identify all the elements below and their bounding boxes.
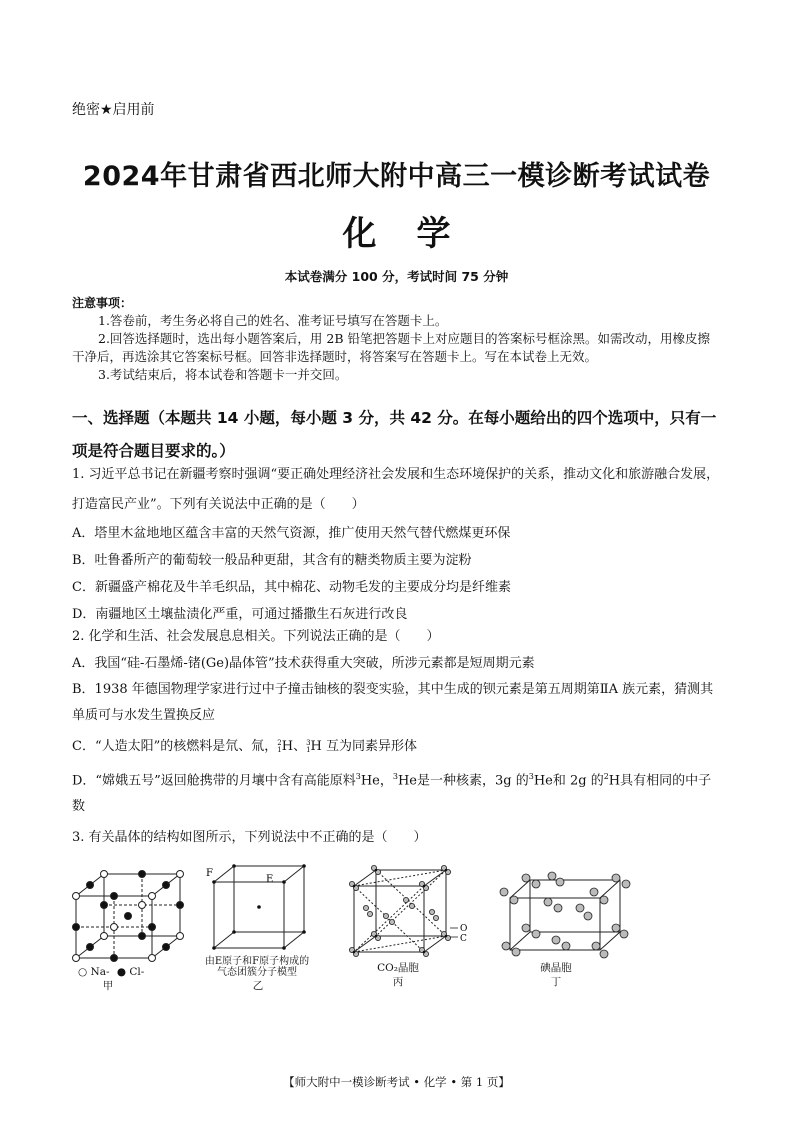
question-2-stem: 2. 化学和生活、社会发展息息相关。下列说法正确的是（ ） [72, 629, 440, 644]
note-item-3: 3.考试结束后，将本试卷和答题卡一并交回。 [98, 367, 348, 382]
note-item-2: 2.回答选择题时，选出每小题答案后，用 2B 铅笔把答题卡上对应题目的答案标号框涂黑。如需改动，用橡皮擦干净后，再选涂其它答案标号框。回答非选择题时，将答案写在答题卡上。写在本试卷上无效。 [72, 331, 711, 364]
option-d-prefix: D．“嫦娥五号”返回舱携带的月壤中含有高能原料 [72, 773, 356, 789]
option-d-text: 是一种核素，3g 的 [416, 773, 529, 789]
figure-label-yi: 乙 [252, 980, 264, 992]
nuclide-symbol: He [360, 773, 380, 789]
option-c-prefix: C．“人造太阳”的核燃料是氘、氚， [72, 739, 278, 754]
option-d-text: ， [379, 773, 393, 789]
page-footer: 【师大附中一模诊断考试 • 化学 • 第 1 页】 [283, 1075, 510, 1089]
iodine-caption: 碘晶胞 [540, 962, 572, 974]
subject-title: 化学 [342, 214, 491, 254]
nuclide-symbol: He [397, 773, 417, 789]
nuclide-tritium [306, 733, 322, 760]
nacl-legend [78, 966, 148, 979]
question-3 [72, 824, 724, 851]
option-c-suffix: 互为同素异形体 [321, 739, 418, 754]
option-d-suffix: 具有相同的中子数 [72, 773, 712, 815]
question-3-stem: 3. 有关晶体的结构如图所示，下列说法中不正确的是（ ） [72, 830, 427, 845]
nuclide-deuterium [277, 733, 293, 760]
question-1-option-a: A．塔里木盆地地区蕴含丰富的天然气资源，推广使用天然气替代燃煤更环保 [72, 526, 511, 541]
figure-label-jia: 甲 [102, 980, 114, 992]
question-1-option-d: D．南疆地区土壤盐渍化严重，可通过播撒生石灰进行改良 [72, 607, 408, 622]
nuclide-symbol: H [310, 739, 322, 754]
exam-title: 2024年甘肃省西北师大附中高三一模诊断考试试卷 [82, 161, 711, 192]
nuclide-symbol: He [533, 773, 553, 789]
note-item-1: 1.答卷前，考生务必将自己的姓名、准考证号填写在答题卡上。 [98, 313, 448, 328]
corner-f-label: F [206, 868, 213, 879]
nuclide-deuterium [604, 764, 620, 794]
notes-block [72, 294, 720, 384]
atom-c-label: C [460, 934, 467, 944]
nuclide-z: 1 [306, 745, 311, 754]
score-time-line: 本试卷满分 100 分，考试时间 75 分钟 [284, 269, 509, 284]
legend-na: Na- [90, 966, 110, 978]
nuclide-mass: 2 [277, 738, 282, 747]
question-2-option-d [72, 764, 724, 820]
nuclide-z: 1 [277, 745, 282, 754]
confidential-mark: 绝密★启用前 [72, 102, 155, 118]
co2-caption: CO₂晶胞 [377, 962, 419, 974]
nuclide-helium3 [356, 764, 380, 794]
nacl-cell-figure [68, 866, 188, 966]
option-d-text: 和 2g 的 [552, 773, 604, 789]
sodium-ion-icon: ○ [78, 966, 88, 978]
question-1-option-c: C．新疆盛产棉花及牛羊毛织品，其中棉花、动物毛发的主要成分均是纤维素 [72, 580, 511, 595]
question-2-option-a: A．我国“硅-石墨烯-锗(Ge)晶体管”技术获得重大突破，所涉元素都是短周期元素 [72, 656, 535, 671]
chloride-ion-icon: ● [116, 966, 127, 978]
nuclide-separator: 、 [293, 739, 307, 754]
nuclide-mass: 3 [528, 772, 534, 781]
nuclide-mass: 3 [355, 772, 361, 781]
section-heading: 一、选择题（本题共 14 小题，每小题 3 分，共 42 分。在每小题给出的四个选项中，只有一项是符合题目要求的。） [72, 409, 717, 460]
nuclide-helium3 [393, 764, 417, 794]
question-1-option-b: B．吐鲁番所产的葡萄较一般品种更甜，其含有的糖类物质主要为淀粉 [72, 553, 472, 568]
nuclide-symbol: H [281, 739, 294, 754]
question-1-stem: 1. 习近平总书记在新疆考察时强调“要正确处理经济社会发展和生态环境保护的关系，推动文化和旅游融合发展，打造富民产业”。下列有关说法中正确的是（ ） [72, 467, 720, 512]
nuclide-mass: 2 [603, 772, 609, 781]
crystal-figures [60, 858, 660, 998]
nuclide-helium3 [529, 764, 553, 794]
cluster-caption: 由E原子和F原子构成的气态团簇分子模型 [204, 956, 310, 978]
atom-o-label: O [460, 924, 468, 934]
iodine-cell-figure [496, 868, 636, 960]
nuclide-mass: 3 [392, 772, 398, 781]
co2-cell-figure [346, 864, 486, 960]
figure-label-ding: 丁 [550, 976, 562, 988]
notes-heading: 注意事项： [72, 296, 133, 310]
legend-cl: Cl- [129, 966, 145, 978]
question-2-option-c [72, 733, 724, 760]
figure-label-bing: 丙 [392, 976, 404, 988]
question-2-option-b: B．1938 年德国物理学家进行过中子撞击铀核的裂变实验，其中生成的钡元素是第五周期第ⅡA 族元素，猜测其单质可与水发生置换反应 [72, 682, 714, 723]
cluster-molecule-figure [206, 860, 316, 956]
nuclide-symbol: H [608, 773, 621, 789]
corner-e-label: E [266, 874, 274, 885]
nuclide-mass: 3 [306, 738, 311, 747]
question-1 [72, 460, 724, 628]
question-2 [72, 623, 724, 820]
